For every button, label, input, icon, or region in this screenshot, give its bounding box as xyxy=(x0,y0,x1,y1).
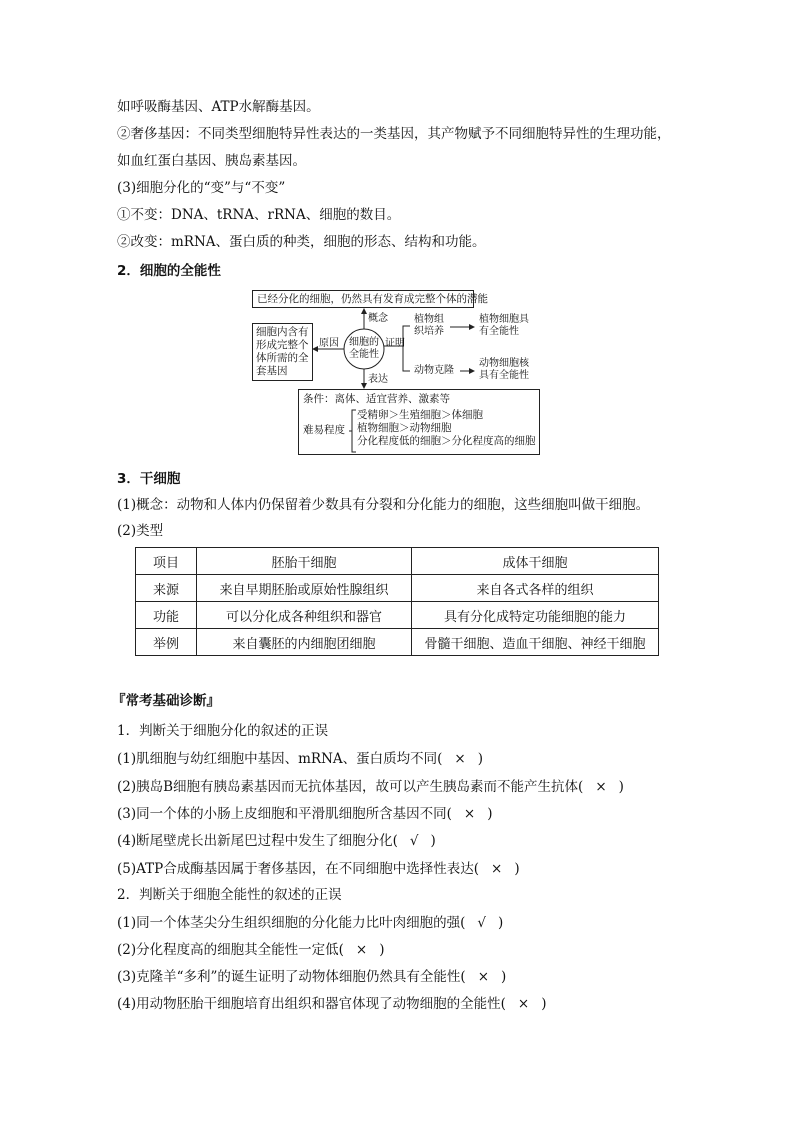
answer-mark: × xyxy=(463,806,476,822)
answer-mark: × xyxy=(517,996,530,1012)
type-heading: (2)类型 xyxy=(117,523,164,539)
difficulty-brace xyxy=(349,408,357,454)
table-header-cell: 项目 xyxy=(136,548,197,575)
animal-result-line-1: 动物细胞核 xyxy=(479,358,529,369)
reason-label: 原因 xyxy=(319,338,339,349)
plant-result-line-2: 有全能性 xyxy=(479,326,519,337)
text-line-4: (3)细胞分化的“变”与“不变” xyxy=(117,180,286,196)
difficulty-list xyxy=(357,409,536,448)
q2-item-2: (2)分化程度高的细胞其全能性一定低( × ) xyxy=(117,942,385,958)
q2-title: 2．判断关于细胞全能性的叙述的正误 xyxy=(117,887,342,903)
concept-label: 概念 xyxy=(368,313,388,324)
table-cell: 来自各式各样的组织 xyxy=(412,575,659,602)
answer-mark: × xyxy=(477,969,490,985)
diagnosis-heading: 『常考基础诊断』 xyxy=(112,693,220,709)
plant-result-line-1: 植物细胞具 xyxy=(479,314,529,325)
section-title-stem-cells: 3．干细胞 xyxy=(117,471,181,487)
center-line-1: 细胞的 xyxy=(349,337,379,348)
item-text: (5)ATP合成酶基因属于奢侈基因，在不同细胞中选择性表达( xyxy=(117,861,479,877)
difficulty-label: 难易程度 xyxy=(303,424,345,436)
table-row xyxy=(136,575,659,602)
q1-item-4: (4)断尾壁虎长出新尾巴过程中发生了细胞分化( √ ) xyxy=(117,833,436,849)
difficulty-item-3: 分化程度低的细胞＞分化程度高的细胞 xyxy=(357,435,536,447)
reason-line-4: 套基因 xyxy=(256,365,288,377)
q1-item-1: (1)肌细胞与幼红细胞中基因、mRNA、蛋白质均不同( × ) xyxy=(117,751,484,767)
table-cell: 来自囊胚的内细胞团细胞 xyxy=(197,629,412,656)
plant-culture-label xyxy=(414,314,444,338)
conditions-text: 条件：离体、适宜营养、激素等 xyxy=(303,393,450,405)
express-label: 表达 xyxy=(368,374,388,385)
text-line-1: 如呼吸酶基因、ATP水解酶基因。 xyxy=(117,99,320,115)
stem-cell-concept: (1)概念：动物和人体内仍保留着少数具有分裂和分化能力的细胞，这些细胞叫做干细胞。 xyxy=(117,497,650,513)
reason-line-1: 细胞内含有 xyxy=(256,326,309,338)
table-header-cell: 成体干细胞 xyxy=(412,548,659,575)
q1-item-5: (5)ATP合成酶基因属于奢侈基因，在不同细胞中选择性表达( × ) xyxy=(117,861,520,877)
difficulty-item-2: 植物细胞＞动物细胞 xyxy=(357,422,452,434)
answer-mark: × xyxy=(355,942,368,958)
table-header-row xyxy=(136,548,659,575)
reason-line-3: 体所需的全 xyxy=(256,352,309,364)
q1-title: 1．判断关于细胞分化的叙述的正误 xyxy=(117,723,329,739)
table-cell: 骨髓干细胞、造血干细胞、神经干细胞 xyxy=(412,629,659,656)
table-header-cell: 胚胎干细胞 xyxy=(197,548,412,575)
q2-item-3: (3)克隆羊“多利”的诞生证明了动物体细胞仍然具有全能性( × ) xyxy=(117,969,507,985)
answer-mark: × xyxy=(491,861,503,877)
item-text: (4)用动物胚胎干细胞培育出组织和器官体现了动物细胞的全能性( xyxy=(117,996,506,1012)
answer-mark: × xyxy=(454,751,466,767)
q1-item-3: (3)同一个体的小肠上皮细胞和平滑肌细胞所含基因不同( × ) xyxy=(117,806,493,822)
animal-result-line-2: 具有全能性 xyxy=(479,370,529,381)
answer-mark: √ xyxy=(477,915,486,931)
item-text: (2)分化程度高的细胞其全能性一定低( xyxy=(117,942,344,958)
animal-clone-label: 动物克隆 xyxy=(414,365,454,376)
stem-cell-types-table xyxy=(135,547,659,656)
expression-box xyxy=(298,389,540,455)
item-text: (1)同一个体茎尖分生组织细胞的分化能力比叶肉细胞的强( xyxy=(117,915,466,931)
animal-result-label xyxy=(479,358,529,382)
item-text: (3)同一个体的小肠上皮细胞和平滑肌细胞所含基因不同( xyxy=(117,806,452,822)
table-cell: 举例 xyxy=(136,629,197,656)
q2-item-1: (1)同一个体茎尖分生组织细胞的分化能力比叶肉细胞的强( √ ) xyxy=(117,915,504,931)
item-text: (2)胰岛B细胞有胰岛素基因而无抗体基因，故可以产生胰岛素而不能产生抗体( xyxy=(117,779,584,795)
table-row xyxy=(136,602,659,629)
text-line-5: ①不变：DNA、tRNA、rRNA、细胞的数目。 xyxy=(117,207,401,223)
prove-label: 证明 xyxy=(385,338,405,349)
text-line-6: ②改变：mRNA、蛋白质的种类，细胞的形态、结构和功能。 xyxy=(117,234,486,250)
difficulty-item-1: 受精卵＞生殖细胞＞体细胞 xyxy=(357,409,483,421)
table-cell: 功能 xyxy=(136,602,197,629)
table-cell: 来自早期胚胎或原始性腺组织 xyxy=(197,575,412,602)
q1-item-2: (2)胰岛B细胞有胰岛素基因而无抗体基因，故可以产生胰岛素而不能产生抗体( × ) xyxy=(117,779,624,795)
center-label xyxy=(346,337,382,361)
reason-box xyxy=(252,323,313,381)
table-cell: 来源 xyxy=(136,575,197,602)
center-line-2: 全能性 xyxy=(349,349,379,360)
q2-item-4: (4)用动物胚胎干细胞培育出组织和器官体现了动物细胞的全能性( × ) xyxy=(117,996,547,1012)
plant-culture-line-1: 植物组 xyxy=(414,314,444,325)
table-cell: 可以分化成各种组织和器官 xyxy=(197,602,412,629)
reason-line-2: 形成完整个 xyxy=(256,339,309,351)
concept-box: 已经分化的细胞，仍然具有发育成完整个体的潜能 xyxy=(252,290,474,308)
text-line-3: 如血红蛋白基因、胰岛素基因。 xyxy=(117,153,306,169)
answer-mark: × xyxy=(595,779,607,795)
answer-mark: √ xyxy=(409,833,419,849)
text-line-2: ②奢侈基因：不同类型细胞特异性表达的一类基因，其产物赋予不同细胞特异性的生理功能， xyxy=(117,126,671,142)
table-row xyxy=(136,629,659,656)
section-title-totipotency: 2．细胞的全能性 xyxy=(117,263,221,279)
table-cell: 具有分化成特定功能细胞的能力 xyxy=(412,602,659,629)
item-text: (4)断尾壁虎长出新尾巴过程中发生了细胞分化( xyxy=(117,833,398,849)
item-text: (1)肌细胞与幼红细胞中基因、mRNA、蛋白质均不同( xyxy=(117,751,443,767)
plant-culture-line-2: 织培养 xyxy=(414,326,444,337)
plant-result-label xyxy=(479,314,529,338)
item-text: (3)克隆羊“多利”的诞生证明了动物体细胞仍然具有全能性( xyxy=(117,969,466,985)
